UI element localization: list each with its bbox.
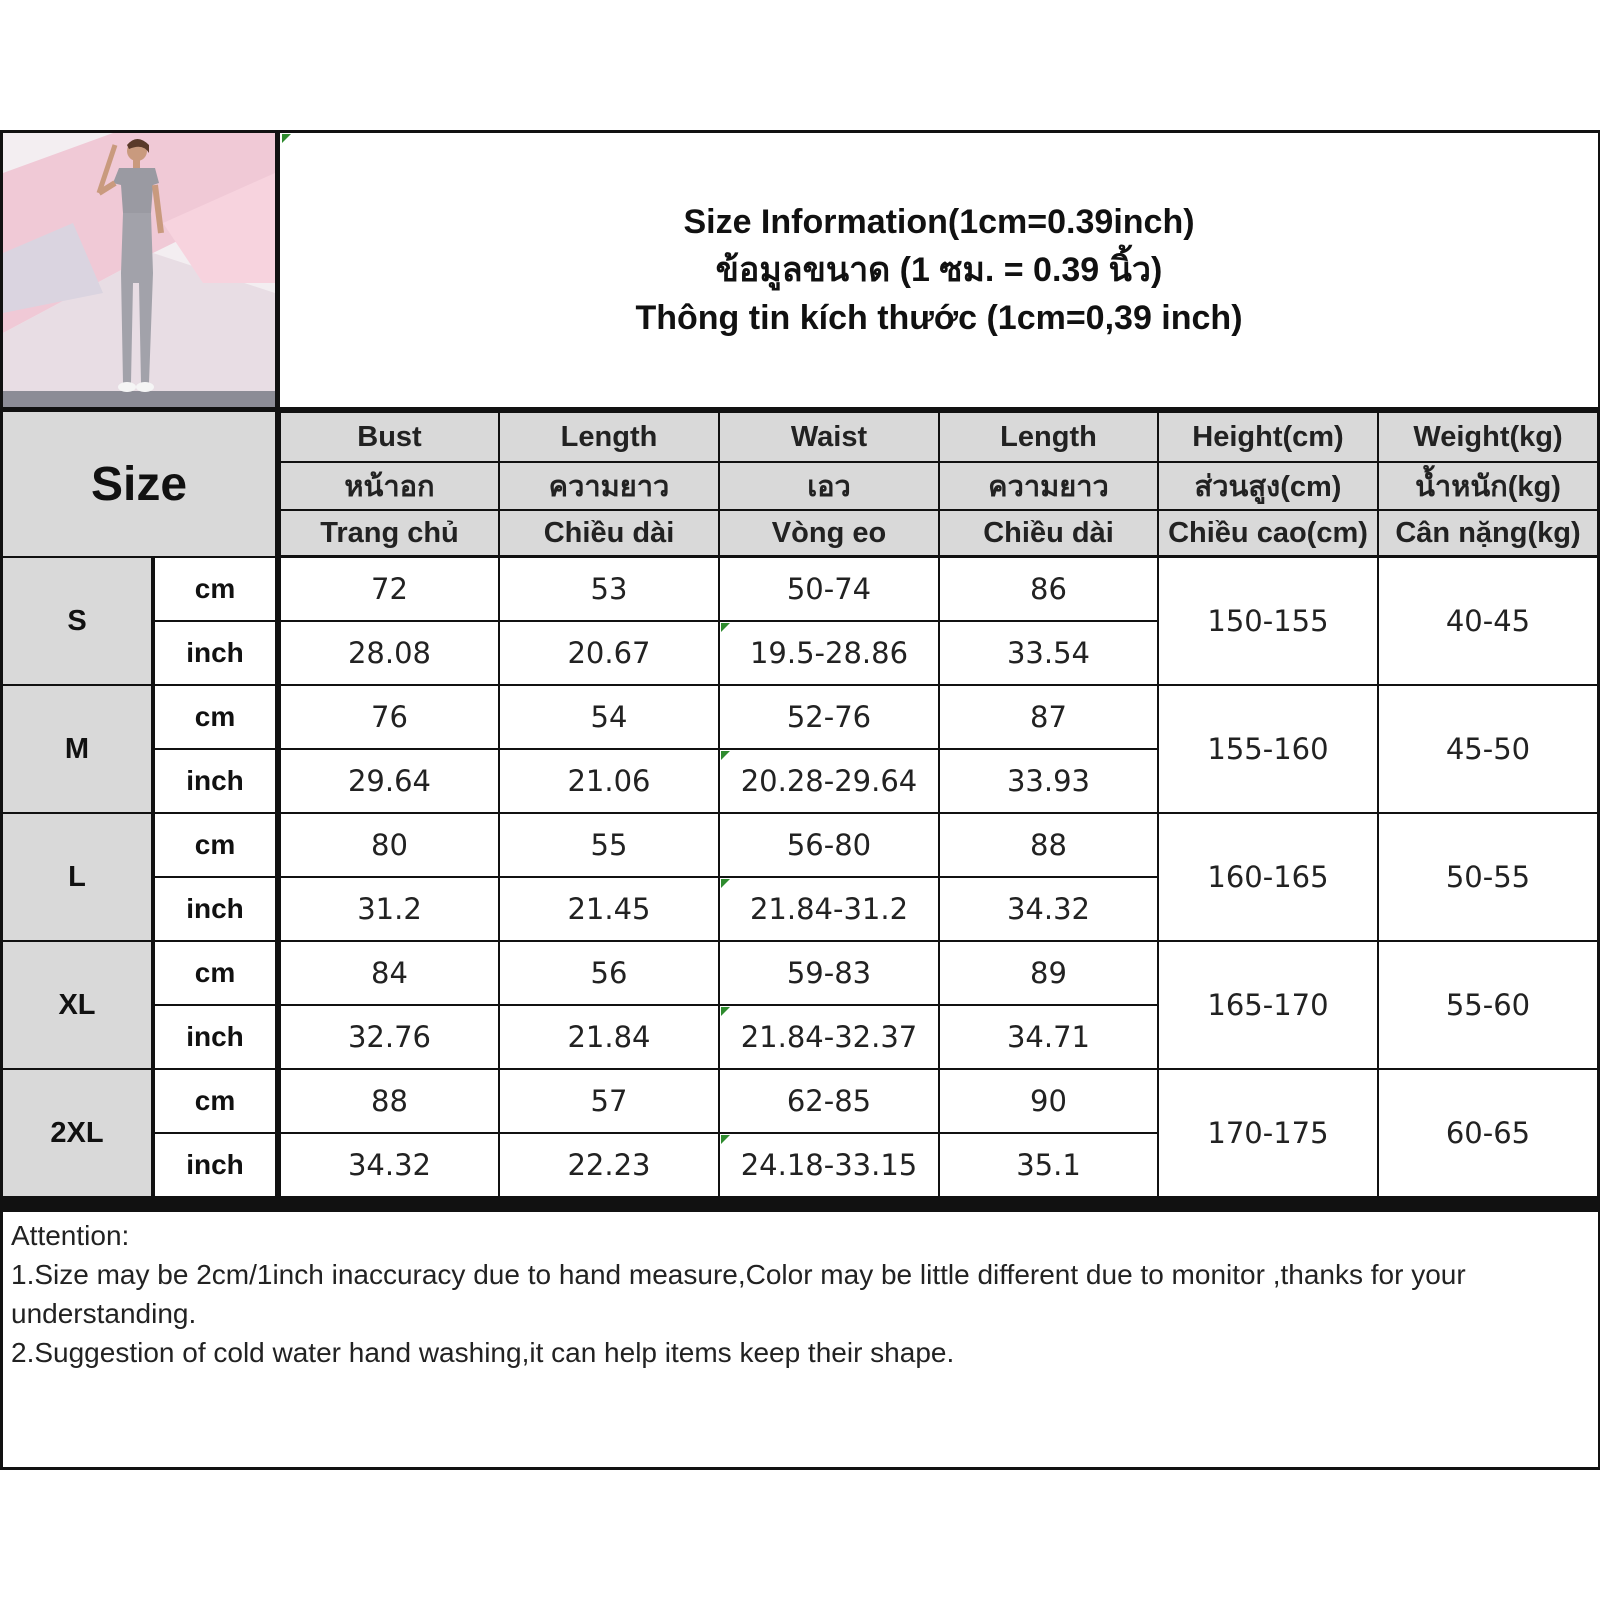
weight-L: 50-55 (1379, 814, 1597, 940)
column-header-0-vi: Trang chủ (281, 511, 498, 555)
column-header-5-en: Weight(kg) (1379, 413, 1597, 461)
cell-corner-marker (721, 623, 730, 632)
cell-M-cm-1: 54 (500, 686, 718, 748)
cell-L-cm-1: 55 (500, 814, 718, 876)
cell-XL-cm-3: 89 (940, 942, 1157, 1004)
cell-M-inch-0: 29.64 (281, 750, 498, 812)
unit-label-cm: cm (155, 942, 275, 1004)
cell-L-inch-0: 31.2 (281, 878, 498, 940)
cell-M-cm-3: 87 (940, 686, 1157, 748)
cell-XL-cm-2: 59-83 (720, 942, 938, 1004)
cell-L-cm-2: 56-80 (720, 814, 938, 876)
column-header-1-th: ความยาว (500, 463, 718, 509)
size-chart-sheet (0, 130, 1600, 1470)
unit-label-inch: inch (155, 622, 275, 684)
title-line-vi: Thông tin kích thước (1cm=0,39 inch) (635, 299, 1243, 337)
column-header-4-vi: Chiều cao(cm) (1159, 511, 1377, 555)
cell-S-cm-2: 50-74 (720, 558, 938, 620)
column-header-0-th: หน้าอก (281, 463, 498, 509)
column-header-2-vi: Vòng eo (720, 511, 938, 555)
cell-2XL-cm-2: 62-85 (720, 1070, 938, 1132)
cell-2XL-inch-0: 34.32 (281, 1134, 498, 1196)
unit-label-cm: cm (155, 686, 275, 748)
cell-2XL-inch-3: 35.1 (940, 1134, 1157, 1196)
cell-S-cm-0: 72 (281, 558, 498, 620)
cell-S-inch-2: 19.5-28.86 (720, 622, 938, 684)
column-header-5-vi: Cân nặng(kg) (1379, 511, 1597, 555)
weight-S: 40-45 (1379, 558, 1597, 684)
cell-corner-marker (721, 751, 730, 760)
cell-XL-inch-0: 32.76 (281, 1006, 498, 1068)
column-header-4-th: ส่วนสูง(cm) (1159, 463, 1377, 509)
cell-L-inch-2: 21.84-31.2 (720, 878, 938, 940)
size-info-title (280, 133, 1598, 407)
unit-label-inch: inch (155, 878, 275, 940)
cell-2XL-inch-2: 24.18-33.15 (720, 1134, 938, 1196)
unit-label-cm: cm (155, 1070, 275, 1132)
cell-XL-inch-1: 21.84 (500, 1006, 718, 1068)
cell-S-cm-1: 53 (500, 558, 718, 620)
title-line-th: ข้อมูลขนาด (1 ซม. = 0.39 นิ้ว) (715, 251, 1163, 289)
cell-S-cm-3: 86 (940, 558, 1157, 620)
weight-2XL: 60-65 (1379, 1070, 1597, 1196)
column-header-1-vi: Chiều dài (500, 511, 718, 555)
column-header-5-th: น้ำหนัก(kg) (1379, 463, 1597, 509)
weight-XL: 55-60 (1379, 942, 1597, 1068)
cell-L-inch-3: 34.32 (940, 878, 1157, 940)
column-header-2-en: Waist (720, 413, 938, 461)
cell-XL-cm-0: 84 (281, 942, 498, 1004)
cell-S-inch-1: 20.67 (500, 622, 718, 684)
column-header-3-vi: Chiều dài (940, 511, 1157, 555)
cell-M-cm-0: 76 (281, 686, 498, 748)
height-S: 150-155 (1159, 558, 1377, 684)
column-header-4-en: Height(cm) (1159, 413, 1377, 461)
unit-label-cm: cm (155, 558, 275, 620)
cell-M-inch-2: 20.28-29.64 (720, 750, 938, 812)
cell-L-cm-3: 88 (940, 814, 1157, 876)
weight-M: 45-50 (1379, 686, 1597, 812)
cell-2XL-cm-1: 57 (500, 1070, 718, 1132)
cell-corner-marker (282, 134, 291, 143)
product-photo (3, 133, 275, 407)
model-image (3, 133, 275, 407)
cell-XL-inch-2: 21.84-32.37 (720, 1006, 938, 1068)
unit-label-inch: inch (155, 1134, 275, 1196)
cell-M-cm-2: 52-76 (720, 686, 938, 748)
cell-M-inch-3: 33.93 (940, 750, 1157, 812)
notes-heading: Attention: (11, 1220, 130, 1251)
size-label-2XL: 2XL (3, 1070, 151, 1196)
size-label-L: L (3, 814, 151, 940)
cell-corner-marker (721, 1135, 730, 1144)
cell-corner-marker (721, 879, 730, 888)
title-line-en: Size Information(1cm=0.39inch) (683, 203, 1195, 241)
cell-L-cm-0: 80 (281, 814, 498, 876)
column-header-1-en: Length (500, 413, 718, 461)
cell-2XL-inch-1: 22.23 (500, 1134, 718, 1196)
cell-M-inch-1: 21.06 (500, 750, 718, 812)
cell-2XL-cm-3: 90 (940, 1070, 1157, 1132)
notes-line-2: 2.Suggestion of cold water hand washing,it can help items keep their shape. (11, 1337, 955, 1368)
cell-XL-inch-3: 34.71 (940, 1006, 1157, 1068)
size-label-XL: XL (3, 942, 151, 1068)
unit-label-cm: cm (155, 814, 275, 876)
height-M: 155-160 (1159, 686, 1377, 812)
column-header-3-en: Length (940, 413, 1157, 461)
cell-S-inch-0: 28.08 (281, 622, 498, 684)
unit-label-inch: inch (155, 750, 275, 812)
cell-corner-marker (721, 1007, 730, 1016)
size-label-M: M (3, 686, 151, 812)
cell-2XL-cm-0: 88 (281, 1070, 498, 1132)
attention-notes (3, 1212, 1598, 1467)
unit-label-inch: inch (155, 1006, 275, 1068)
notes-line-1: 1.Size may be 2cm/1inch inaccuracy due to hand measure,Color may be little different due to monitor ,thanks for your understanding. (11, 1259, 1466, 1329)
cell-L-inch-1: 21.45 (500, 878, 718, 940)
height-XL: 165-170 (1159, 942, 1377, 1068)
size-header: Size (3, 412, 275, 556)
column-header-3-th: ความยาว (940, 463, 1157, 509)
column-header-2-th: เอว (720, 463, 938, 509)
cell-XL-cm-1: 56 (500, 942, 718, 1004)
column-header-0-en: Bust (281, 413, 498, 461)
size-label-S: S (3, 558, 151, 684)
cell-S-inch-3: 33.54 (940, 622, 1157, 684)
height-L: 160-165 (1159, 814, 1377, 940)
height-2XL: 170-175 (1159, 1070, 1377, 1196)
